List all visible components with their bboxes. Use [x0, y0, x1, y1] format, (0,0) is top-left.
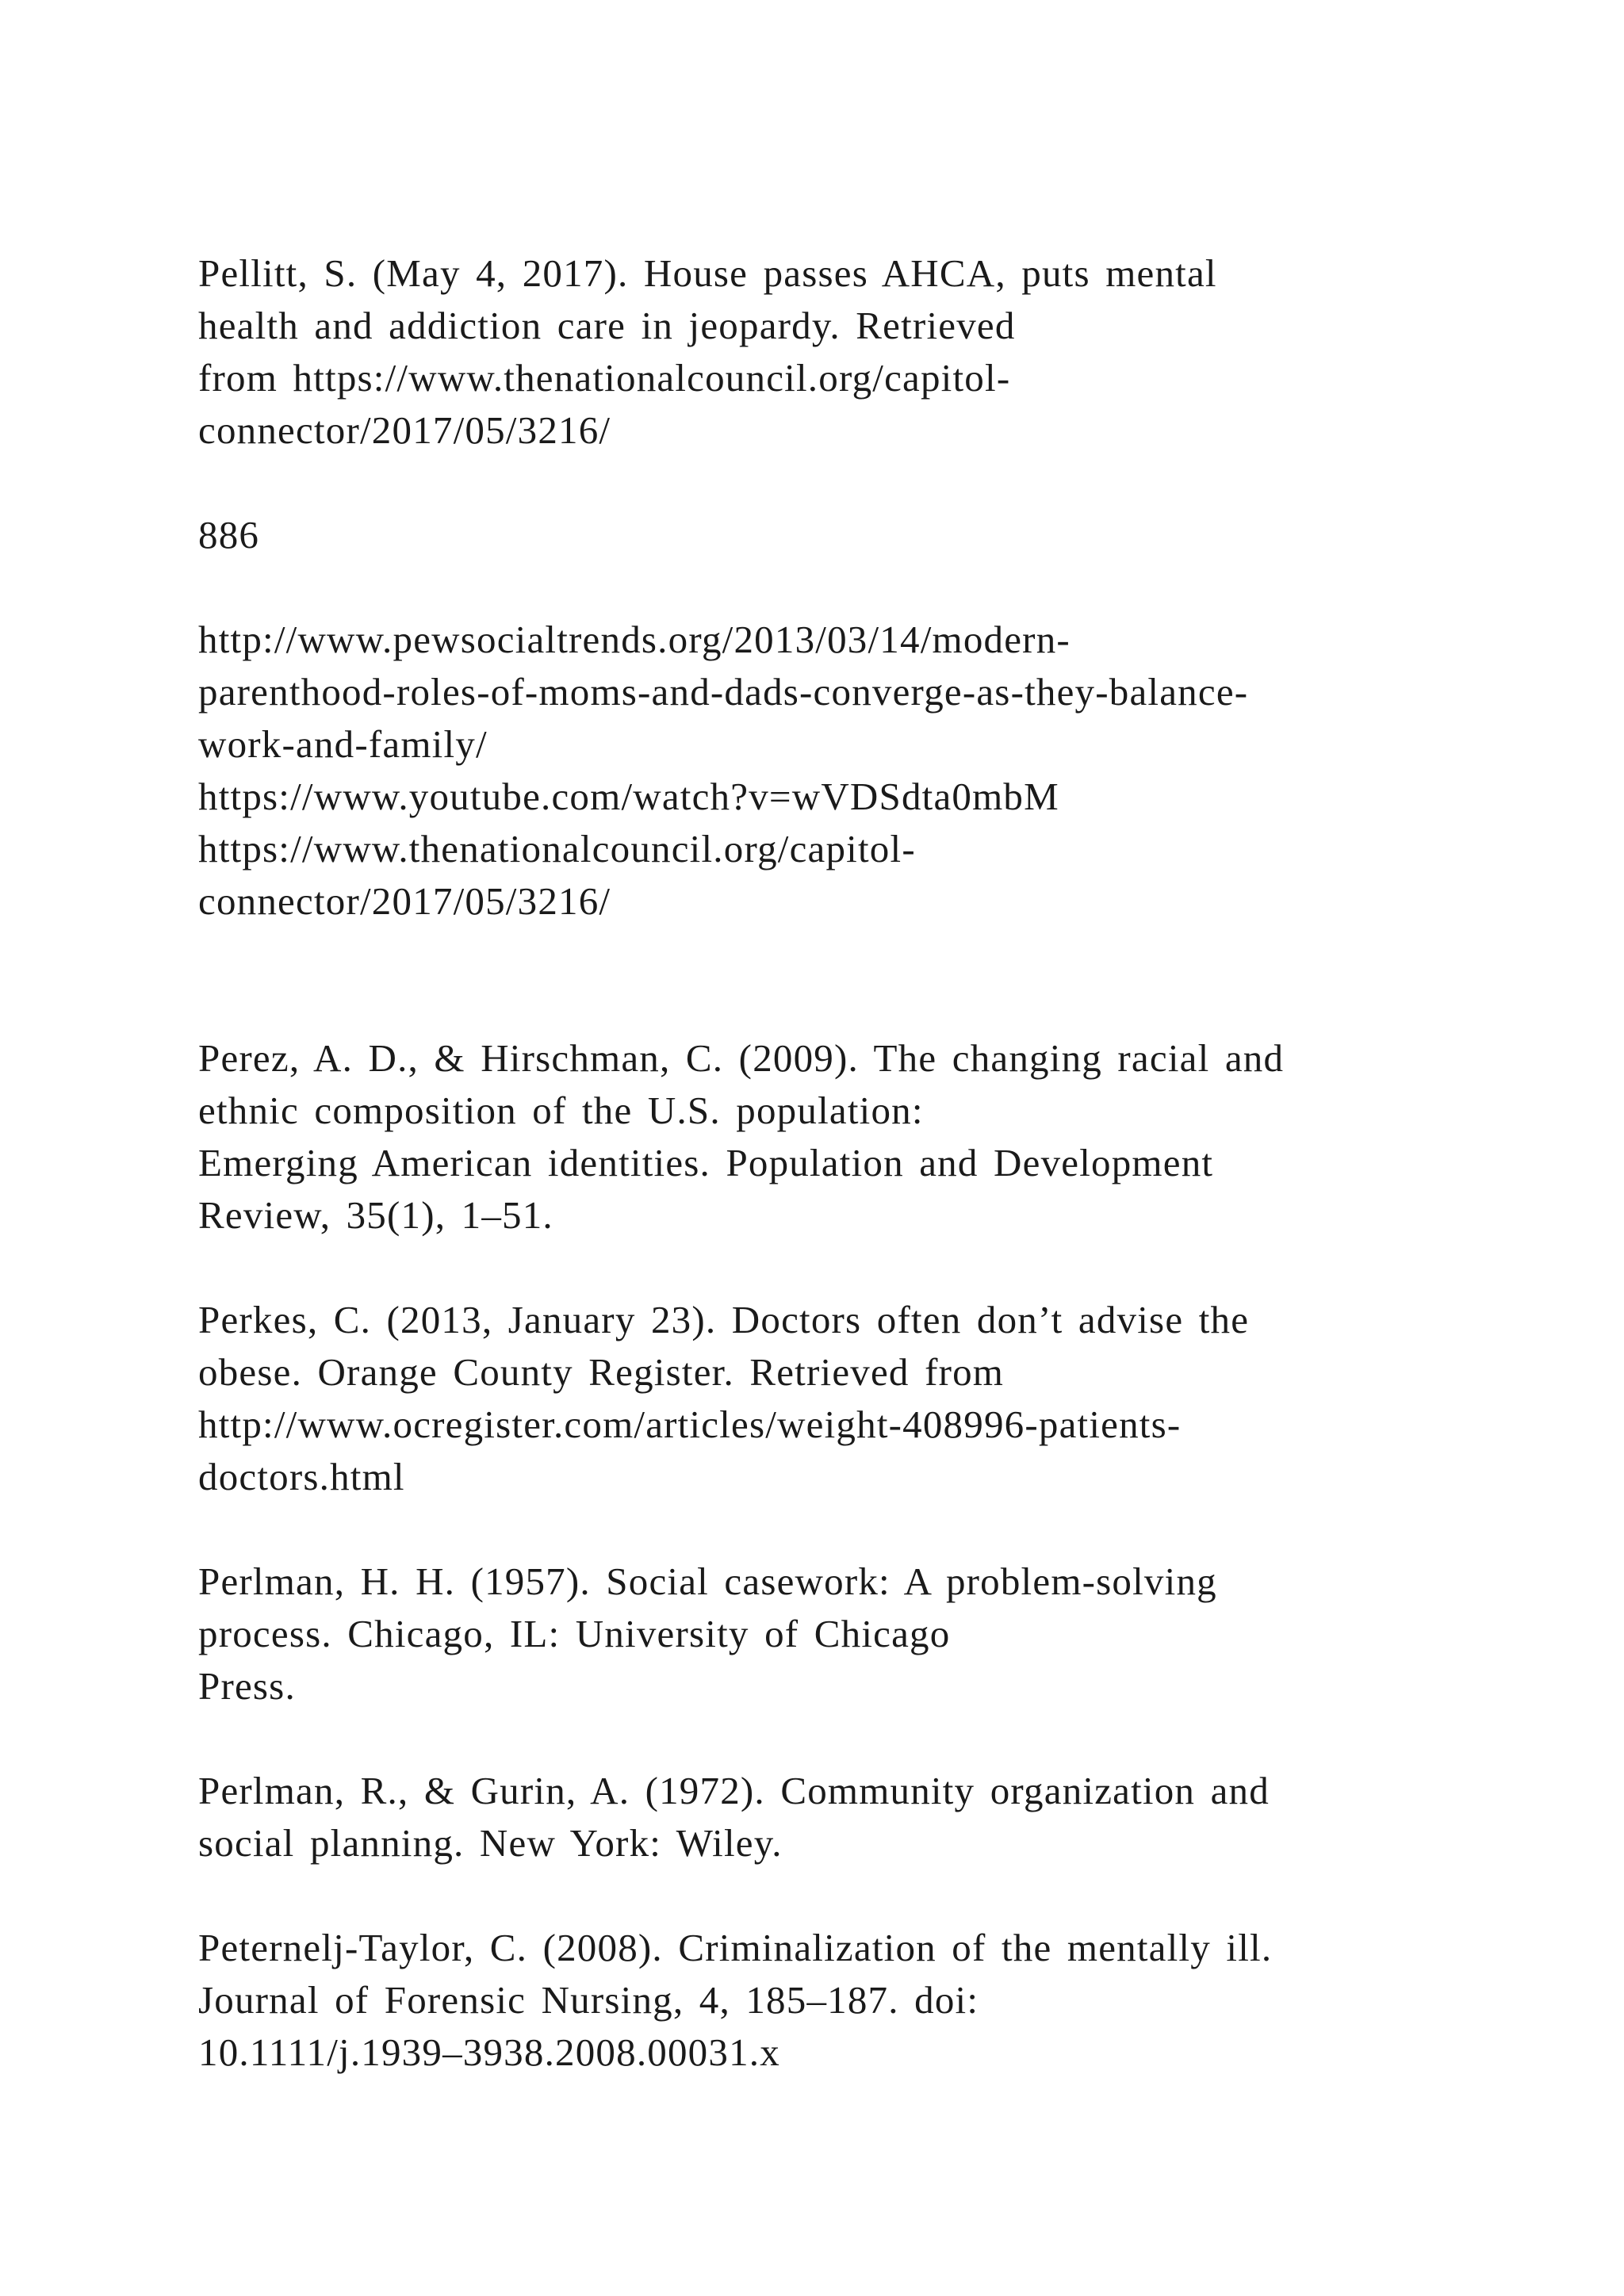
- reference-line: social planning. New York: Wiley.: [198, 1821, 783, 1865]
- reference-line: health and addiction care in jeopardy. Retrieved: [198, 304, 1016, 347]
- reference-perez: [198, 1032, 1499, 1242]
- reference-line: from https://www.thenationalcouncil.org/capitol-: [198, 356, 1011, 400]
- link-line: http://www.pewsocialtrends.org/2013/03/14/modern-: [198, 618, 1071, 661]
- reference-line: Perkes, C. (2013, January 23). Doctors often don’t advise the: [198, 1298, 1250, 1341]
- link-list: [198, 614, 1499, 928]
- reference-line: obese. Orange County Register. Retrieved from: [198, 1350, 1005, 1394]
- reference-line: Press.: [198, 1664, 296, 1708]
- link-line: https://www.thenationalcouncil.org/capitol-: [198, 827, 916, 871]
- reference-pellitt: [198, 247, 1499, 457]
- reference-perlman-r: [198, 1765, 1499, 1869]
- reference-line: Review, 35(1), 1–51.: [198, 1193, 553, 1237]
- page-number-block: [198, 509, 1499, 561]
- spacer: [198, 1869, 1499, 1922]
- spacer: [198, 561, 1499, 614]
- reference-line: Perlman, R., & Gurin, A. (1972). Community organization and: [198, 1769, 1270, 1812]
- reference-line: Journal of Forensic Nursing, 4, 185–187. doi:: [198, 1978, 979, 2022]
- reference-line: 10.1111/j.1939–3938.2008.00031.x: [198, 2030, 780, 2074]
- spacer: [198, 1712, 1499, 1765]
- reference-line: Peternelj-Taylor, C. (2008). Criminalization of the mentally ill.: [198, 1926, 1273, 1969]
- link-line: https://www.youtube.com/watch?v=wVDSdta0mbM: [198, 775, 1059, 818]
- reference-line: doctors.html: [198, 1455, 405, 1498]
- spacer: [198, 457, 1499, 509]
- reference-perlman-hh: [198, 1556, 1499, 1712]
- reference-perkes: [198, 1294, 1499, 1503]
- link-line: parenthood-roles-of-moms-and-dads-converge-as-they-balance-: [198, 670, 1249, 714]
- page-number: 886: [198, 513, 260, 557]
- reference-line: Pellitt, S. (May 4, 2017). House passes AHCA, puts mental: [198, 251, 1217, 295]
- spacer: [198, 1503, 1499, 1556]
- link-line: connector/2017/05/3216/: [198, 879, 611, 923]
- reference-line: Emerging American identities. Population and Development: [198, 1141, 1214, 1184]
- reference-line: connector/2017/05/3216/: [198, 408, 611, 452]
- reference-line: process. Chicago, IL: University of Chicago: [198, 1612, 951, 1655]
- document-page: [198, 247, 1499, 2079]
- link-line: work-and-family/: [198, 722, 488, 766]
- reference-line: ethnic composition of the U.S. population:: [198, 1089, 924, 1132]
- reference-line: Perlman, H. H. (1957). Social casework: A problem-solving: [198, 1559, 1217, 1603]
- reference-peternelj-taylor: [198, 1922, 1499, 2079]
- spacer: [198, 928, 1499, 1032]
- reference-line: Perez, A. D., & Hirschman, C. (2009). The changing racial and: [198, 1036, 1285, 1080]
- reference-line: http://www.ocregister.com/articles/weight-408996-patients-: [198, 1402, 1182, 1446]
- spacer: [198, 1242, 1499, 1294]
